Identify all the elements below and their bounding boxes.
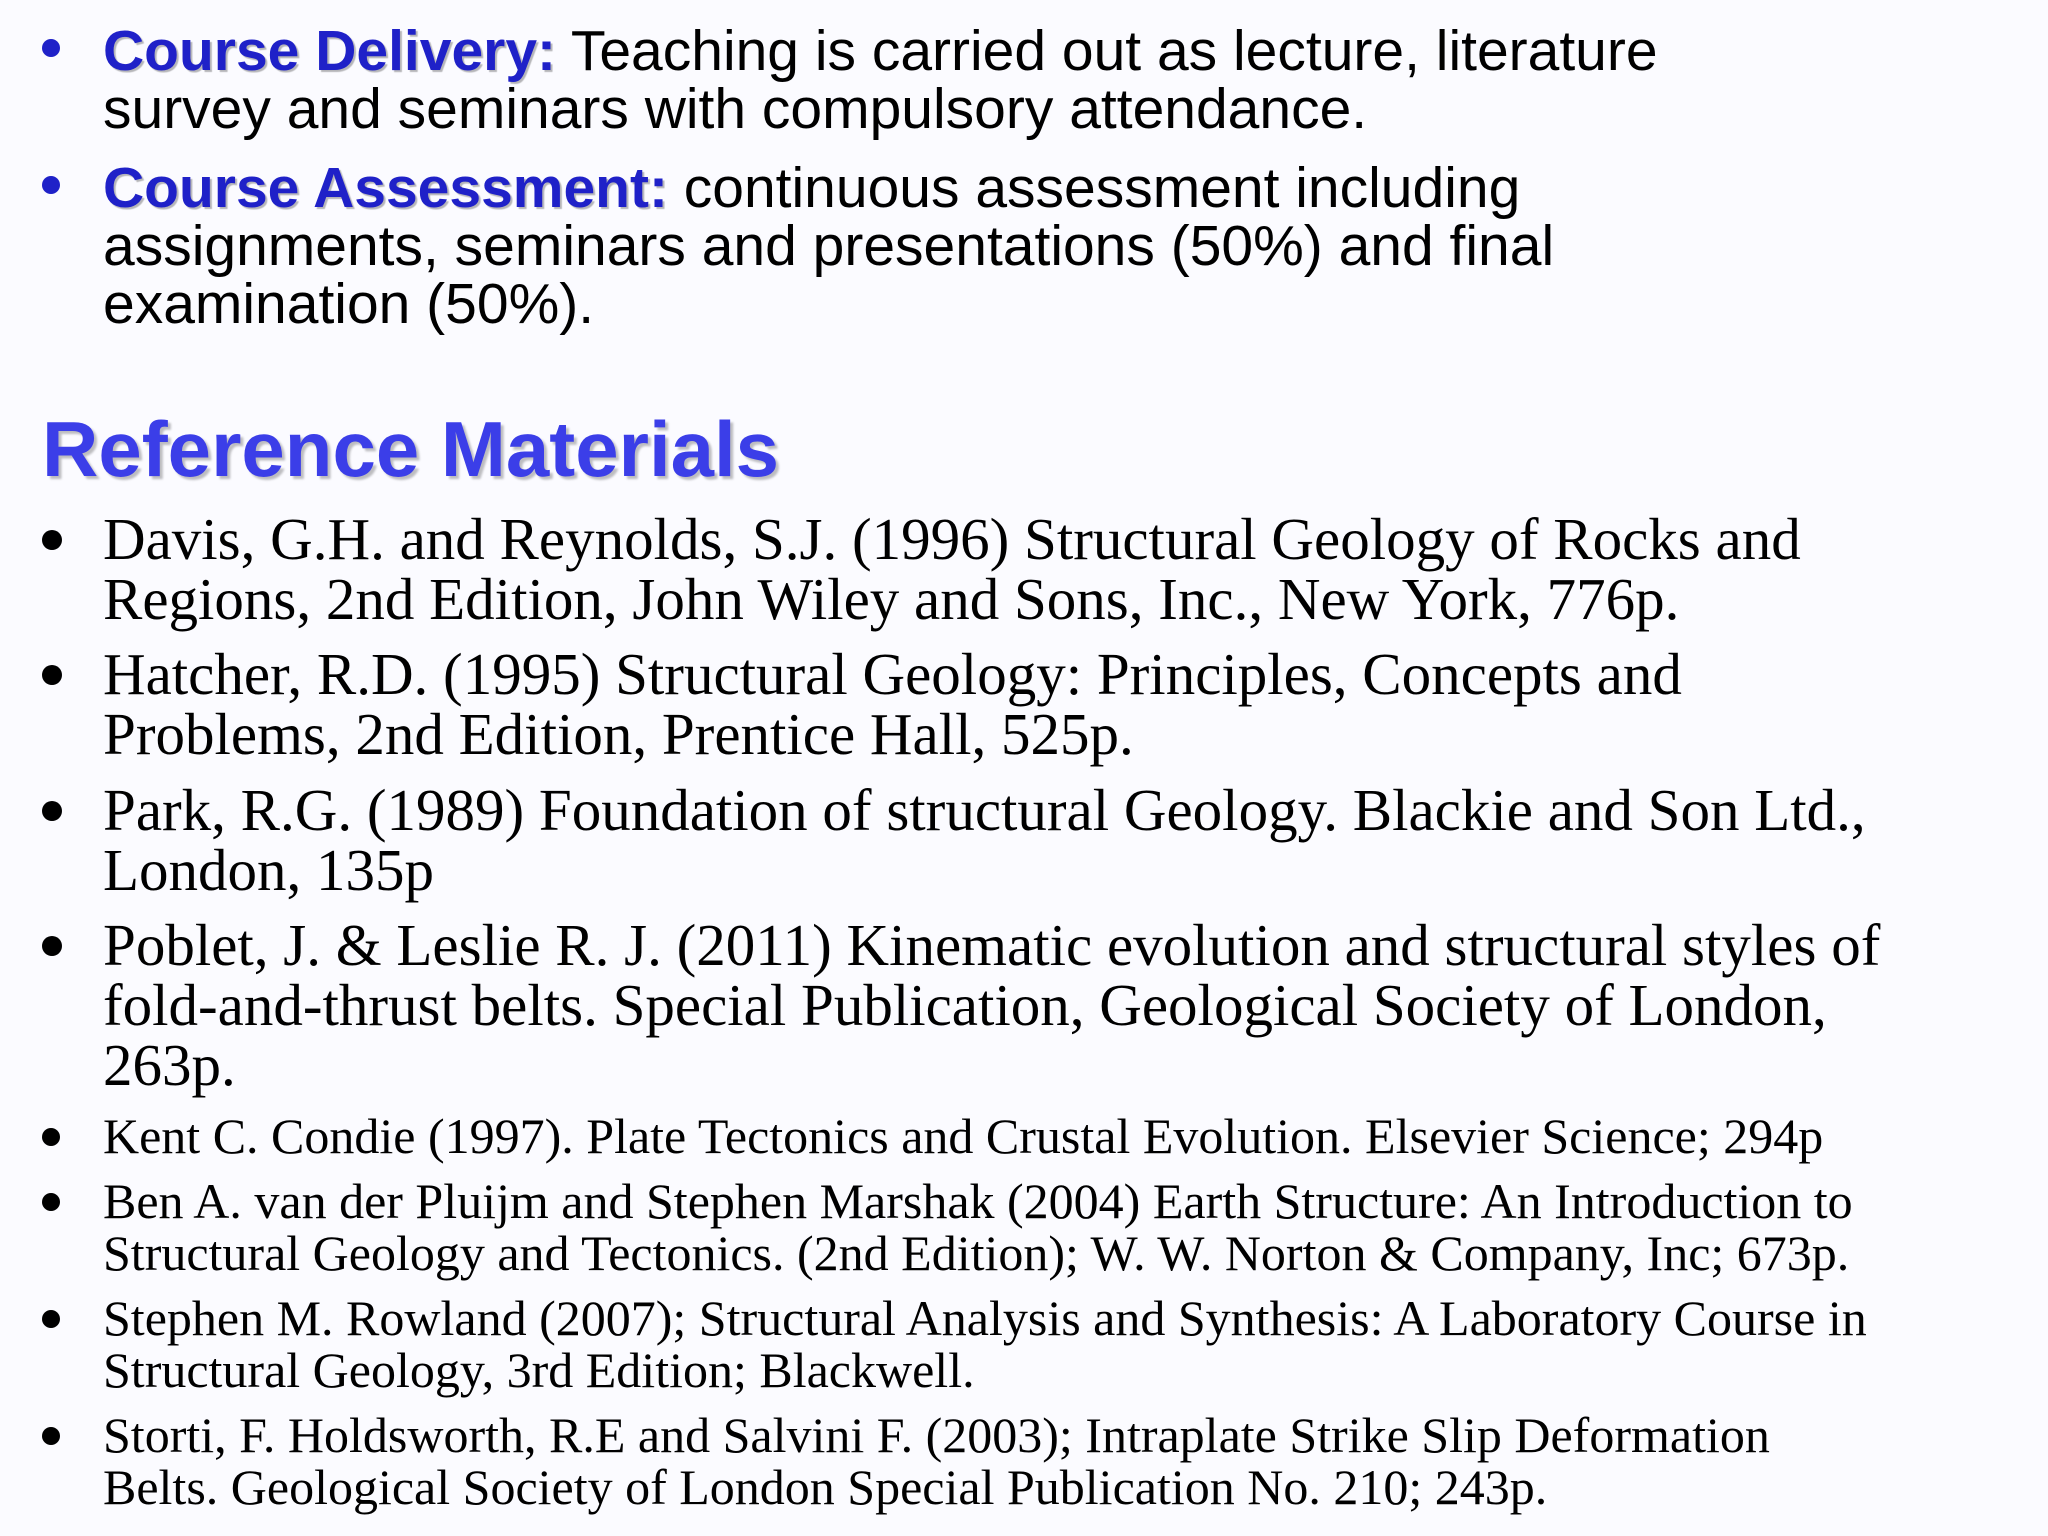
bullet-icon — [42, 176, 60, 194]
bullet-icon — [42, 530, 62, 550]
reference-line-1: Stephen M. Rowland (2007); Structural Analysis and Synthesis: A Laboratory Course in — [103, 1290, 1867, 1346]
course-assessment-text — [103, 156, 1555, 336]
bullet-icon — [42, 39, 60, 57]
reference-line-2: London, 135p — [103, 837, 435, 903]
reference-line-1: Storti, F. Holdsworth, R.E and Salvini F. (2003); Intraplate Strike Slip Deformation — [103, 1407, 1770, 1463]
reference-text — [103, 506, 1801, 632]
course-assessment-line-3: examination (50%). — [103, 272, 595, 336]
course-assessment-line-2: assignments, seminars and presentations (50%) and final — [103, 214, 1555, 278]
reference-line-1: Kent C. Condie (1997). Plate Tectonics and Crustal Evolution. Elsevier Science; 294p — [103, 1108, 1824, 1164]
reference-line-2: Structural Geology, 3rd Edition; Blackwell. — [103, 1342, 975, 1398]
reference-line-1: Davis, G.H. and Reynolds, S.J. (1996) Structural Geology of Rocks and — [103, 506, 1801, 572]
bullet-icon — [42, 1128, 60, 1146]
bullet-icon — [42, 665, 62, 685]
bullet-icon — [42, 801, 62, 821]
course-delivery-label: Course Delivery: — [103, 19, 557, 83]
course-delivery-line-2: survey and seminars with compulsory attendance. — [103, 77, 1368, 141]
reference-text — [103, 1110, 1823, 1162]
reference-line-1: Poblet, J. & Leslie R. J. (2011) Kinematic evolution and structural styles of — [103, 912, 1881, 978]
reference-text — [103, 1175, 1853, 1279]
bullet-icon — [42, 1310, 60, 1328]
reference-text — [103, 1292, 1867, 1396]
reference-line-1: Ben A. van der Pluijm and Stephen Marshak (2004) Earth Structure: An Introduction to — [103, 1173, 1853, 1229]
reference-line-1: Park, R.G. (1989) Foundation of structural Geology. Blackie and Son Ltd., — [103, 777, 1866, 843]
reference-line-2: Belts. Geological Society of London Special Publication No. 210; 243p. — [103, 1459, 1548, 1515]
reference-text — [103, 1409, 1770, 1513]
reference-text — [103, 641, 1682, 767]
bullet-icon — [42, 1427, 60, 1445]
reference-line-2: Regions, 2nd Edition, John Wiley and Sons, Inc., New York, 776p. — [103, 566, 1680, 632]
course-assessment-line-1: continuous assessment including — [667, 156, 1521, 220]
reference-line-2: fold-and-thrust belts. Special Publication, Geological Society of London, — [103, 972, 1827, 1038]
course-delivery-text — [103, 19, 1658, 141]
reference-line-3: 263p. — [103, 1032, 236, 1098]
course-assessment-label: Course Assessment: — [103, 156, 668, 220]
course-delivery-line-1: Teaching is carried out as lecture, literature — [556, 19, 1658, 83]
reference-line-1: Hatcher, R.D. (1995) Structural Geology: Principles, Concepts and — [103, 641, 1682, 707]
bullet-icon — [42, 936, 62, 956]
reference-materials-heading: Reference Materials — [42, 405, 780, 493]
reference-text — [103, 912, 1881, 1098]
bullet-icon — [42, 1193, 60, 1211]
reference-text — [103, 777, 1866, 903]
reference-line-2: Structural Geology and Tectonics. (2nd Edition); W. W. Norton & Company, Inc; 673p. — [103, 1225, 1850, 1281]
reference-line-2: Problems, 2nd Edition, Prentice Hall, 525p. — [103, 701, 1134, 767]
